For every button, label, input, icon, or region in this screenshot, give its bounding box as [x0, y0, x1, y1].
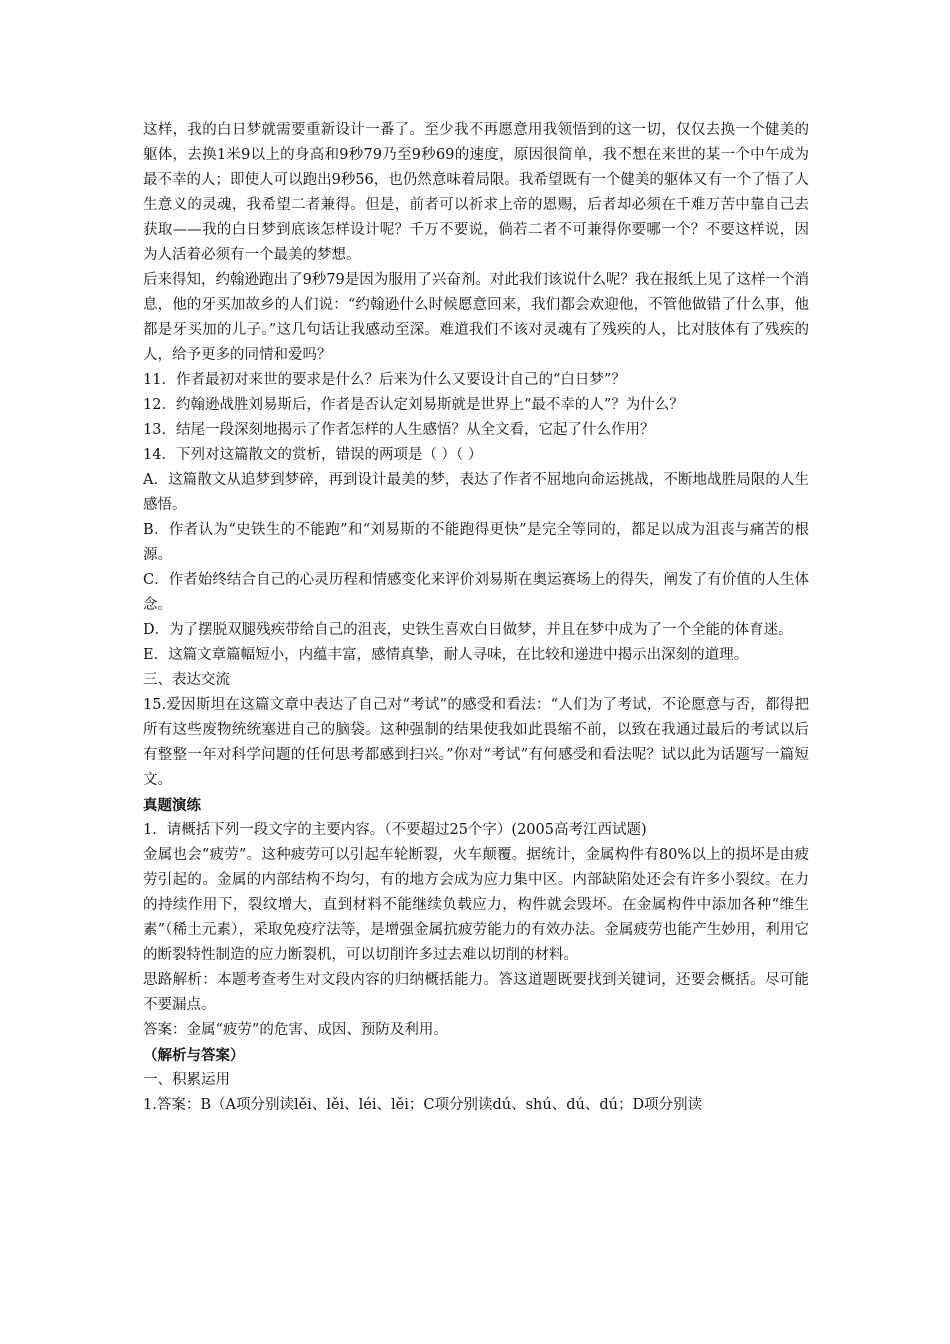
exam-question-1: 1．请概括下列一段文字的主要内容。（不要超过25个字）(2005高考江西试题) — [143, 822, 647, 838]
paragraph-answer: 答案：金属“疲劳”的危害、成因、预防及利用。 — [143, 1022, 448, 1038]
section-heading-accumulation: 一、积累运用 — [143, 1072, 230, 1088]
question-15: 15.爱因斯坦在这篇文章中表达了自己对“考试”的感受和看法：“人们为了考试，不论愿意与否，都得把所有这些废物统统塞进自己的脑袋。这种强制的结果使我如此畏缩不前，以致在我通过最后的考试以后有整整一年对科学问题的任何思考都感到扫兴。”你对“考试”有何感受和看法呢？试以此为话题写一篇短文。 — [143, 697, 809, 788]
paragraph-analysis: 思路解析：本题考查考生对文段内容的归纳概括能力。答这道题既要找到关键词，还要会概括。尽可能不要漏点。 — [143, 972, 809, 1013]
paragraph-johnson-doping: 后来得知，约翰逊跑出了9秒79是因为服用了兴奋剂。对此我们该说什么呢？我在报纸上见了这样一个消息，他的牙买加故乡的人们说：“约翰逊什么时候愿意回来，我们都会欢迎他，不管他做错了什么事，他都是牙买加的儿子。”这几句话让我感动至深。难道我们不该对灵魂有了残疾的人，比对肢体有了残疾的人，给予更多的同情和爱吗？ — [143, 272, 809, 363]
option-a: A．这篇散文从追梦到梦碎，再到设计最美的梦，表达了作者不屈地向命运挑战，不断地战胜局限的人生感悟。 — [143, 472, 809, 513]
option-d: D．为了摆脱双腿残疾带给自己的沮丧，史铁生喜欢白日做梦，并且在梦中成为了一个全能的体育迷。 — [143, 622, 793, 638]
document-page — [143, 118, 809, 1118]
question-12: 12．约翰逊战胜刘易斯后，作者是否认定刘易斯就是世界上“最不幸的人”？为什么？ — [143, 397, 684, 413]
section-heading-expression: 三、表达交流 — [143, 672, 230, 688]
option-b: B．作者认为“史铁生的不能跑”和“刘易斯的不能跑得更快”是完全等同的，都足以成为沮丧与痛苦的根源。 — [143, 522, 809, 563]
paragraph-metal-fatigue: 金属也会“疲劳”。这种疲劳可以引起车轮断裂，火车颠覆。据统计，金属构件有80%以上的损坏是由疲劳引起的。金属的内部结构不均匀，有的地方会成为应力集中区。内部缺陷处还会有许多小裂纹。在力的持续作用下，裂纹增大，直到材料不能继续负载应力，构件就会毁坏。在金属构件中添加各种“维生素”（稀土元素），采取免疫疗法等，是增强金属抗疲劳能力的有效办法。金属疲劳也能产生妙用，利用它的断裂特性制造的应力断裂机，可以切削许多过去难以切削的材料。 — [143, 847, 809, 963]
answer-1: 1.答案：B（A项分别读lěi、lěi、léi、lěi；C项分别读dú、shú、dú、dú；D项分别读 — [143, 1097, 703, 1113]
question-11: 11．作者最初对来世的要求是什么？后来为什么又要设计自己的“白日梦”？ — [143, 372, 626, 388]
section-heading-answers: （解析与答案） — [143, 1047, 245, 1064]
question-14: 14．下列对这篇散文的赏析，错误的两项是（ ）（ ） — [143, 447, 483, 463]
paragraph-daydream-redesign: 这样，我的白日梦就需要重新设计一番了。至少我不再愿意用我领悟到的这一切，仅仅去换一个健美的躯体，去换1米9以上的身高和9秒79乃至9秒69的速度，原因很简单，我不想在来世的某一个中午成为最不幸的人；即使人可以跑出9秒56，也仍然意味着局限。我希望既有一个健美的躯体又有一个了悟了人生意义的灵魂，我希望二者兼得。但是，前者可以祈求上帝的恩赐，后者却必须在千难万苦中靠自己去获取——我的白日梦到底该怎样设计呢？千万不要说，倘若二者不可兼得你要哪一个？不要这样说，因为人活着必须有一个最美的梦想。 — [143, 122, 809, 263]
section-heading-real-exam: 真题演练 — [143, 797, 201, 814]
option-e: E．这篇文章篇幅短小，内蕴丰富，感情真挚，耐人寻味，在比较和递进中揭示出深刻的道理。 — [143, 647, 749, 663]
question-13: 13．结尾一段深刻地揭示了作者怎样的人生感悟？从全文看，它起了什么作用？ — [143, 422, 655, 438]
option-c: C．作者始终结合自己的心灵历程和情感变化来评价刘易斯在奥运赛场上的得失，阐发了有价值的人生体念。 — [143, 572, 809, 613]
